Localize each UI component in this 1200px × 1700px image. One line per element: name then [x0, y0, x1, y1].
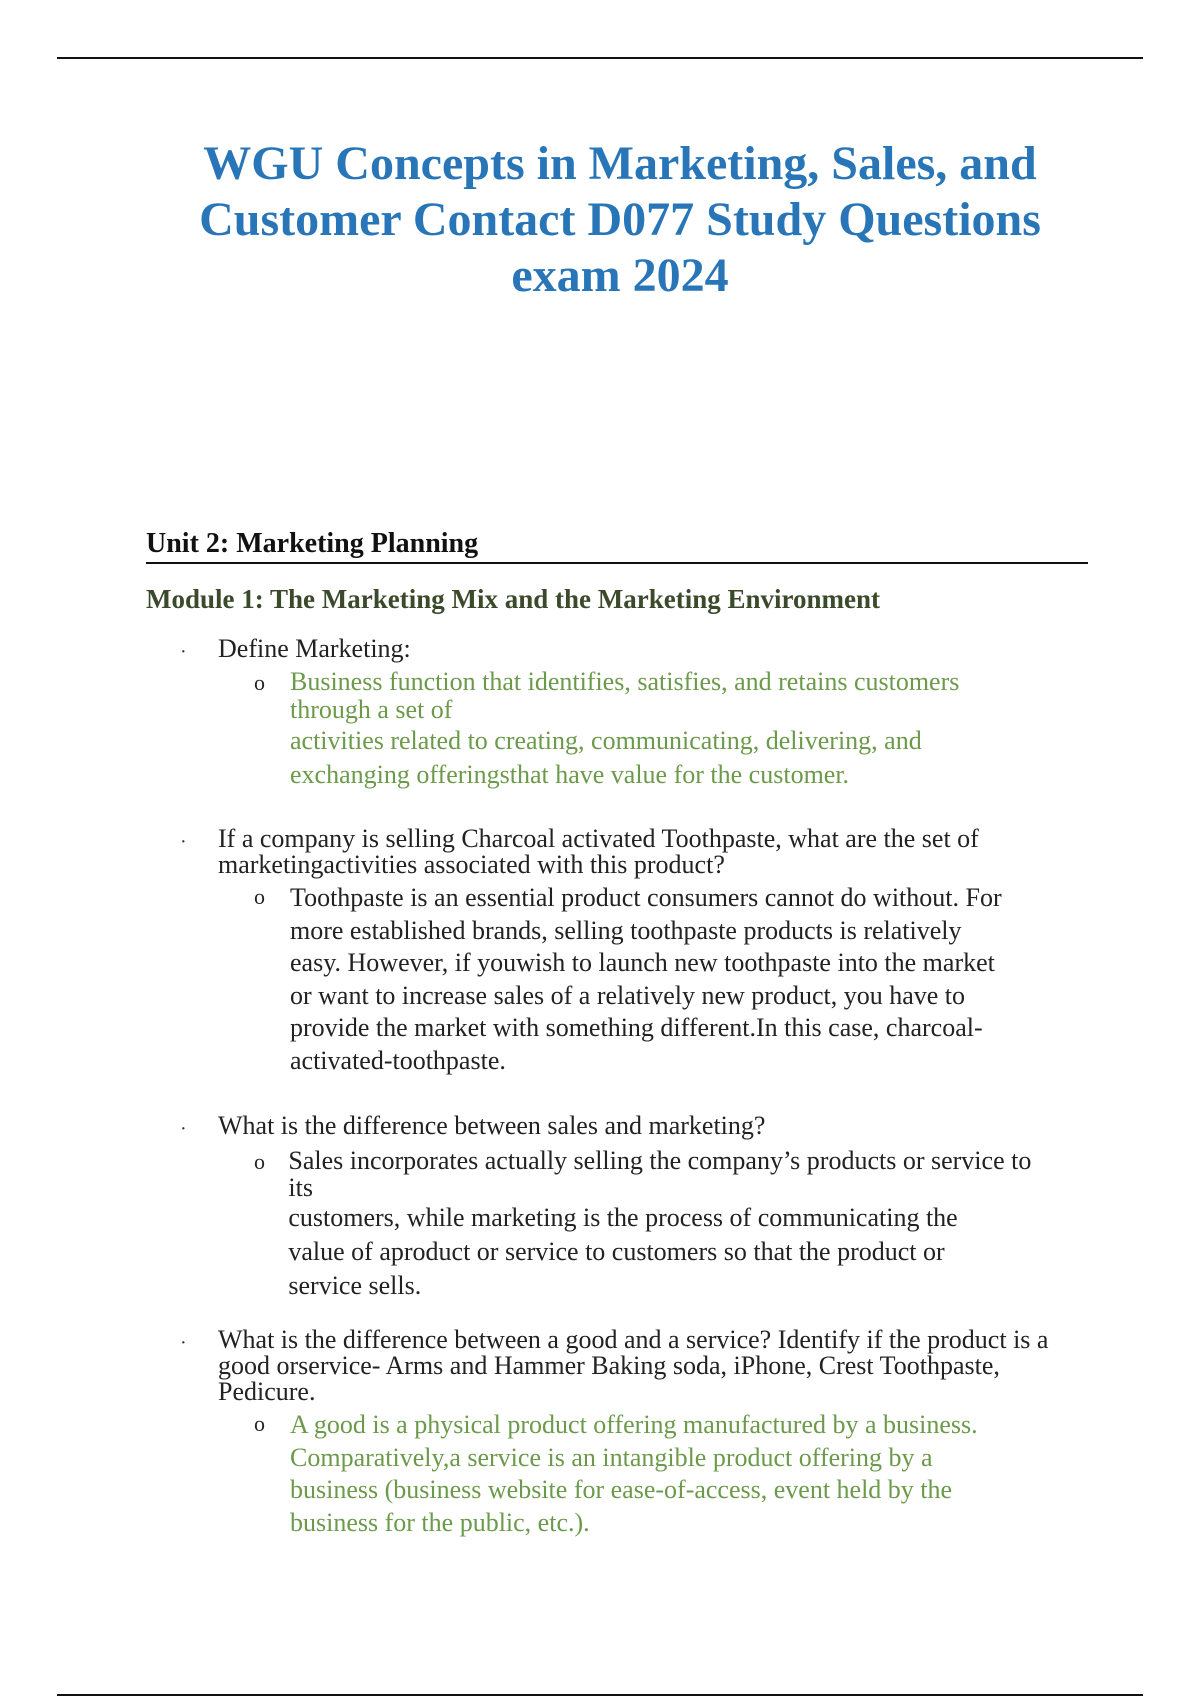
sub-bullet-icon: o	[254, 1149, 265, 1174]
document-title	[150, 136, 1090, 304]
answer-line: business (business website for ease-of-access, event held by the	[290, 1475, 953, 1504]
question-item	[180, 1327, 1100, 1539]
answer-line: activities related to creating, communicating, delivering, and	[290, 726, 922, 755]
bullet-icon: ·	[180, 831, 187, 853]
sub-bullet-icon: o	[254, 1411, 265, 1436]
answer-text	[290, 668, 1090, 792]
bottom-rule	[57, 1694, 1143, 1696]
title-line: WGU Concepts in Marketing, Sales, and	[203, 137, 1037, 190]
title-line: Customer Contact D077 Study Questions	[199, 193, 1041, 246]
question-text: Define Marketing:	[218, 634, 411, 663]
answer-line: more established brands, selling toothpaste products is relatively	[290, 915, 962, 945]
unit-heading: Unit 2: Marketing Planning	[146, 528, 1088, 564]
bullet-icon: ·	[180, 641, 187, 663]
question-text: If a company is selling Charcoal activated Toothpaste, what are the set of marketingactivities associated with this product?	[218, 824, 979, 879]
top-rule	[57, 57, 1143, 59]
answer-line: or want to increase sales of a relatively new product, you have to	[290, 980, 966, 1010]
sub-bullet-icon: o	[254, 670, 265, 695]
module-heading: Module 1: The Marketing Mix and the Marketing Environment	[146, 584, 880, 614]
answer-text	[288, 1147, 1100, 1303]
answer-text	[290, 882, 1090, 1077]
answer-line: provide the market with something different.In this case, charcoal-	[290, 1013, 983, 1042]
question-text: What is the difference between a good and a service? Identify if the product is a good orservice- Arms and Hammer Baking soda, iPhone, Crest Toothpaste, Pedicure.	[218, 1325, 1049, 1406]
answer-line: through a set of	[290, 695, 453, 724]
answer-line: Sales incorporates actually selling the company’s products or service to	[288, 1146, 1032, 1175]
answer-line: service sells.	[288, 1271, 422, 1300]
answer-line: Business function that identifies, satisfies, and retains customers	[290, 667, 960, 696]
answer-line: Comparatively,a service is an intangible product offering by a	[290, 1442, 933, 1472]
sub-bullet-icon: o	[254, 884, 265, 909]
question-item	[180, 636, 1100, 792]
question-item	[180, 826, 1100, 1077]
answer-line: activated-toothpaste.	[290, 1045, 506, 1075]
answer-line: business for the public, etc.).	[290, 1507, 590, 1537]
answer-line: value of aproduct or service to customers so that the product or	[288, 1237, 945, 1266]
question-text: What is the difference between sales and marketing?	[218, 1111, 766, 1140]
bullet-icon: ·	[180, 1332, 187, 1354]
answer-line: easy. However, if youwish to launch new toothpaste into the market	[290, 948, 995, 977]
answer-line: its	[288, 1173, 313, 1202]
question-item	[180, 1113, 1100, 1303]
answer-line: Toothpaste is an essential product consumers cannot do without. For	[290, 883, 1002, 912]
answer-line: A good is a physical product offering manufactured by a business.	[290, 1410, 978, 1439]
title-line: exam 2024	[511, 249, 729, 302]
answer-text	[290, 1409, 1090, 1539]
answer-line: exchanging offeringsthat have value for the customer.	[290, 760, 850, 789]
bullet-icon: ·	[180, 1118, 187, 1140]
answer-line: customers, while marketing is the process of communicating the	[288, 1203, 958, 1232]
